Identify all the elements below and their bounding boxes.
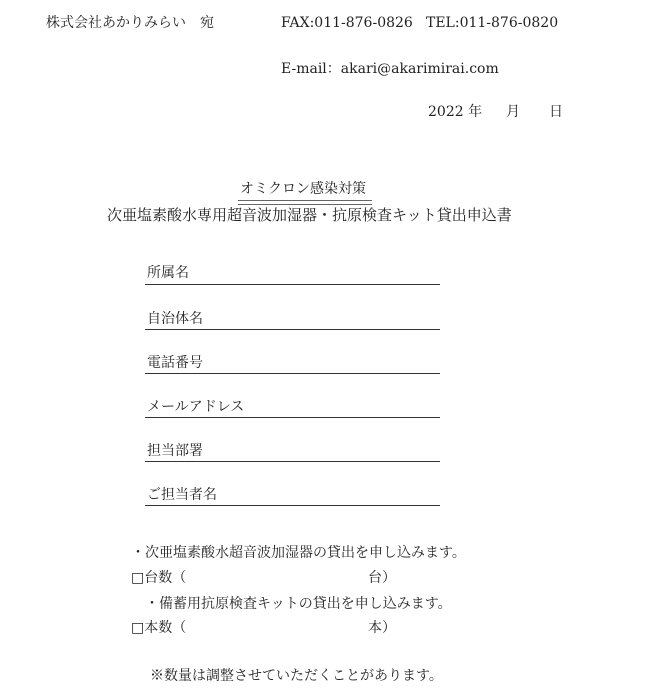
field-line-department[interactable] bbox=[145, 461, 440, 462]
kit-qty-unit: 本） bbox=[368, 620, 396, 636]
field-label-contact-person: ご担当者名 bbox=[147, 487, 217, 503]
field-label-department: 担当部署 bbox=[147, 443, 203, 459]
field-label-email: メールアドレス bbox=[147, 399, 245, 415]
field-line-email[interactable] bbox=[145, 417, 440, 418]
tel-number: TEL:011-876-0820 bbox=[426, 15, 559, 31]
date-year: 2022 年 bbox=[428, 104, 483, 120]
field-line-phone[interactable] bbox=[145, 373, 440, 374]
field-label-municipality: 自治体名 bbox=[147, 311, 203, 327]
title-double-underline bbox=[238, 200, 372, 205]
field-label-phone: 電話番号 bbox=[147, 355, 203, 371]
field-line-municipality[interactable] bbox=[145, 329, 440, 330]
field-label-affiliation: 所属名 bbox=[147, 265, 189, 281]
kit-qty-checkbox[interactable]: □本数（ bbox=[131, 620, 187, 636]
kit-request-line: ・備蓄用抗原検査キットの貸出を申し込みます。 bbox=[145, 596, 452, 612]
field-line-affiliation[interactable] bbox=[145, 284, 440, 285]
document-subtitle: 次亜塩素酸水専用超音波加湿器・抗原検査キット貸出申込書 bbox=[107, 206, 512, 224]
document-title: オミクロン感染対策 bbox=[240, 181, 366, 197]
humidifier-qty-checkbox[interactable]: □台数（ bbox=[131, 570, 187, 586]
field-line-contact-person[interactable] bbox=[145, 505, 440, 506]
quantity-note: ※数量は調整させていただくことがあります。 bbox=[150, 668, 443, 684]
addressee: 株式会社あかりみらい 宛 bbox=[46, 15, 214, 31]
date-month: 月 bbox=[506, 104, 520, 120]
date-day: 日 bbox=[549, 104, 563, 120]
humidifier-request-line: ・次亜塩素酸水超音波加湿器の貸出を申し込みます。 bbox=[131, 545, 466, 561]
email-address: E-mail：akari@akarimirai.com bbox=[281, 61, 499, 77]
humidifier-qty-unit: 台） bbox=[368, 570, 396, 586]
fax-number: FAX:011-876-0826 bbox=[281, 15, 413, 31]
